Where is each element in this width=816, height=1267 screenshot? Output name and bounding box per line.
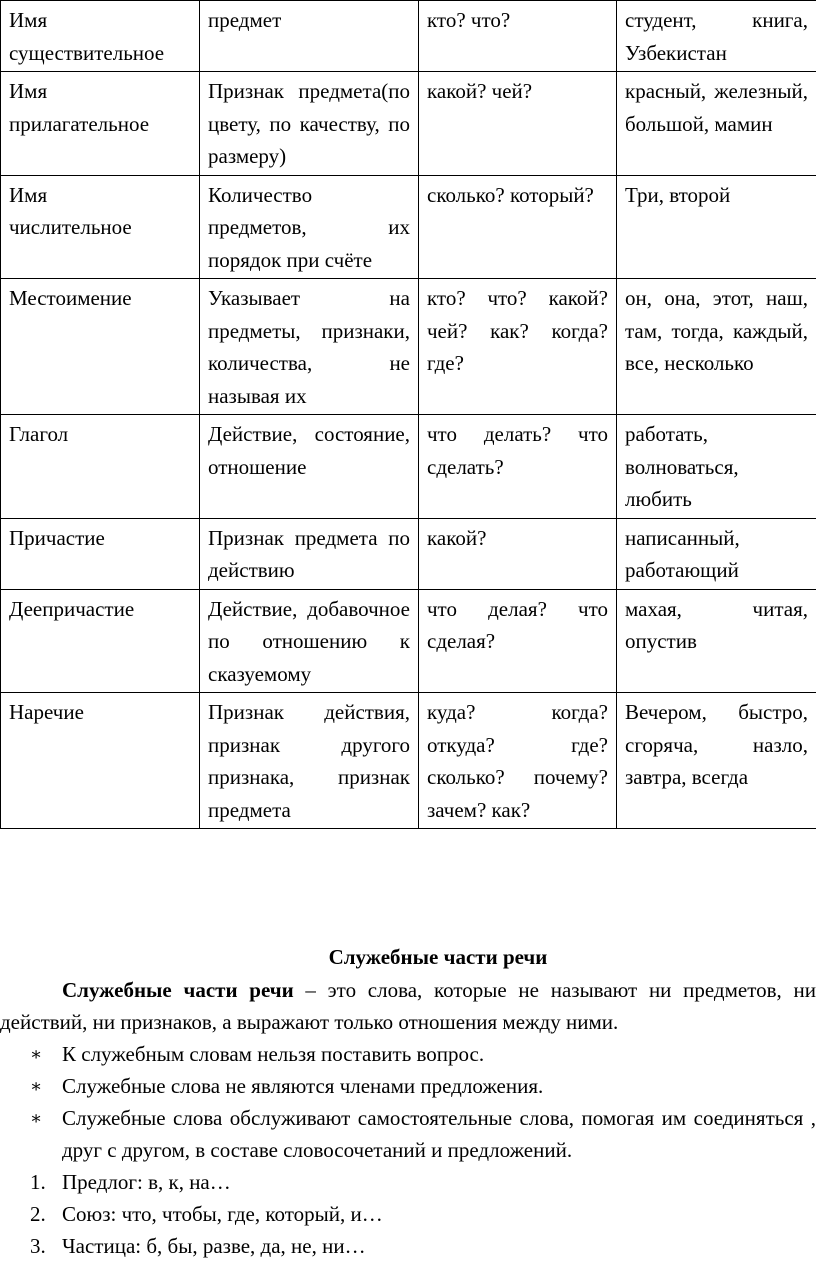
part-of-speech-cell-text: Имя прилагательное bbox=[9, 79, 150, 136]
meaning-cell-text: Признак предмета(по цвету, по качеству, по размеру) bbox=[208, 79, 410, 168]
part-of-speech-cell-text: Деепричастие bbox=[9, 596, 135, 621]
examples-cell bbox=[617, 1, 816, 72]
questions-cell bbox=[419, 1, 617, 72]
questions-cell-text: что делать? что сделать? bbox=[427, 422, 608, 479]
asterisk-bullet-icon: ∗ bbox=[30, 1076, 43, 1096]
numbered-item bbox=[0, 1166, 816, 1198]
part-of-speech-cell bbox=[1, 589, 200, 693]
questions-cell bbox=[419, 518, 617, 589]
function-words-section bbox=[0, 940, 816, 1262]
numbered-item bbox=[0, 1198, 816, 1230]
definition-paragraph bbox=[0, 974, 816, 1038]
definition-term: Служебные части речи bbox=[62, 978, 294, 1002]
examples-cell bbox=[617, 72, 816, 176]
definition-text: – это слова, которые не называют ни предметов, ни действий, ни признаков, а выражают только отношения между ними. bbox=[0, 978, 816, 1034]
numbered-item-text: Частица: б, бы, разве, да, не, ни… bbox=[62, 1234, 366, 1258]
examples-cell bbox=[617, 693, 816, 829]
numbered-list bbox=[0, 1166, 816, 1262]
table-row bbox=[1, 518, 816, 589]
questions-cell bbox=[419, 175, 617, 279]
questions-cell bbox=[419, 279, 617, 415]
examples-cell bbox=[617, 589, 816, 693]
questions-cell-text: какой? bbox=[427, 525, 487, 550]
list-item-text: Служебные слова обслуживают самостоятельные слова, помогая им соединяться , друг с другом, в составе словосочетаний и предложений. bbox=[62, 1106, 816, 1162]
list-item bbox=[0, 1070, 816, 1102]
part-of-speech-cell-text: Наречие bbox=[9, 700, 84, 724]
meaning-cell bbox=[200, 518, 419, 589]
part-of-speech-cell bbox=[1, 693, 200, 829]
meaning-cell-text: Действие, добавочное по отношению к сказуемому bbox=[208, 596, 410, 686]
part-of-speech-cell bbox=[1, 279, 200, 415]
part-of-speech-cell-text: Имя существительное bbox=[9, 8, 165, 65]
asterisk-bullet-icon: ∗ bbox=[30, 1044, 43, 1064]
questions-cell bbox=[419, 72, 617, 176]
asterisk-bullet-icon: ∗ bbox=[30, 1108, 43, 1128]
examples-cell-text: красный, железный, большой, мамин bbox=[625, 79, 808, 136]
list-item-text: Служебные слова не являются членами предложения. bbox=[62, 1074, 544, 1098]
meaning-cell bbox=[200, 415, 419, 519]
meaning-cell bbox=[200, 1, 419, 72]
questions-cell bbox=[419, 589, 617, 693]
questions-cell bbox=[419, 415, 617, 519]
table-row bbox=[1, 175, 816, 279]
part-of-speech-cell-text: Глагол bbox=[9, 422, 69, 446]
item-number: 3. bbox=[30, 1234, 46, 1258]
examples-cell-text: он, она, этот, наш, там, тогда, каждый, все, несколько bbox=[625, 286, 808, 375]
questions-cell-text: какой? чей? bbox=[427, 79, 533, 103]
item-number: 2. bbox=[30, 1202, 46, 1226]
table-row bbox=[1, 1, 816, 72]
meaning-cell-text: Указывает на предметы, признаки, количества, не называя их bbox=[208, 286, 410, 408]
part-of-speech-cell bbox=[1, 175, 200, 279]
part-of-speech-cell-text: Причастие bbox=[9, 525, 105, 550]
list-item bbox=[0, 1102, 816, 1166]
examples-cell bbox=[617, 279, 816, 415]
item-number: 1. bbox=[30, 1170, 46, 1194]
table-row bbox=[1, 589, 816, 693]
meaning-cell bbox=[200, 175, 419, 279]
questions-cell-text: что делая? что сделая? bbox=[427, 596, 608, 653]
meaning-cell-text: Признак предмета по действию bbox=[208, 525, 410, 582]
meaning-cell-text: Признак действия, признак другого признака, признак предмета bbox=[208, 700, 410, 822]
examples-cell-text: работать, волноваться, любить bbox=[625, 422, 739, 511]
meaning-cell-text: Количество предметов, их порядок при счёте bbox=[208, 182, 410, 272]
part-of-speech-cell bbox=[1, 72, 200, 176]
list-item-text: К служебным словам нельзя поставить вопрос. bbox=[62, 1042, 485, 1066]
examples-cell-text: студент, книга, Узбекистан bbox=[625, 8, 808, 65]
questions-cell-text: куда? когда? откуда? где? сколько? почему? зачем? как? bbox=[427, 700, 608, 822]
bullet-list bbox=[0, 1038, 816, 1166]
examples-cell bbox=[617, 518, 816, 589]
questions-cell-text: кто? что? bbox=[427, 8, 511, 32]
table-row bbox=[1, 279, 816, 415]
part-of-speech-cell bbox=[1, 415, 200, 519]
table-row bbox=[1, 415, 816, 519]
questions-cell bbox=[419, 693, 617, 829]
part-of-speech-cell-text: Имя числительное bbox=[9, 182, 132, 239]
examples-cell-text: написанный, работающий bbox=[625, 525, 740, 582]
part-of-speech-cell bbox=[1, 1, 200, 72]
examples-cell-text: Три, второй bbox=[625, 182, 731, 207]
meaning-cell bbox=[200, 279, 419, 415]
meaning-cell-text: Действие, состояние, отношение bbox=[208, 422, 410, 479]
examples-cell-text: махая, читая, опустив bbox=[625, 596, 808, 653]
numbered-item-text: Союз: что, чтобы, где, который, и… bbox=[62, 1202, 383, 1226]
meaning-cell-text: предмет bbox=[208, 8, 282, 32]
meaning-cell bbox=[200, 693, 419, 829]
meaning-cell bbox=[200, 589, 419, 693]
part-of-speech-cell-text: Местоимение bbox=[9, 286, 132, 310]
numbered-item-text: Предлог: в, к, на… bbox=[62, 1170, 231, 1194]
list-item bbox=[0, 1038, 816, 1070]
part-of-speech-cell bbox=[1, 518, 200, 589]
questions-cell-text: кто? что? какой? чей? как? когда? где? bbox=[427, 286, 608, 375]
table-row bbox=[1, 693, 816, 829]
questions-cell-text: сколько? который? bbox=[427, 182, 594, 207]
examples-cell bbox=[617, 415, 816, 519]
examples-cell-text: Вечером, быстро, сгоряча, назло, завтра, всегда bbox=[625, 700, 808, 789]
table-row bbox=[1, 72, 816, 176]
numbered-item bbox=[0, 1230, 816, 1262]
meaning-cell bbox=[200, 72, 419, 176]
examples-cell bbox=[617, 175, 816, 279]
section-title: Служебные части речи bbox=[328, 945, 548, 969]
